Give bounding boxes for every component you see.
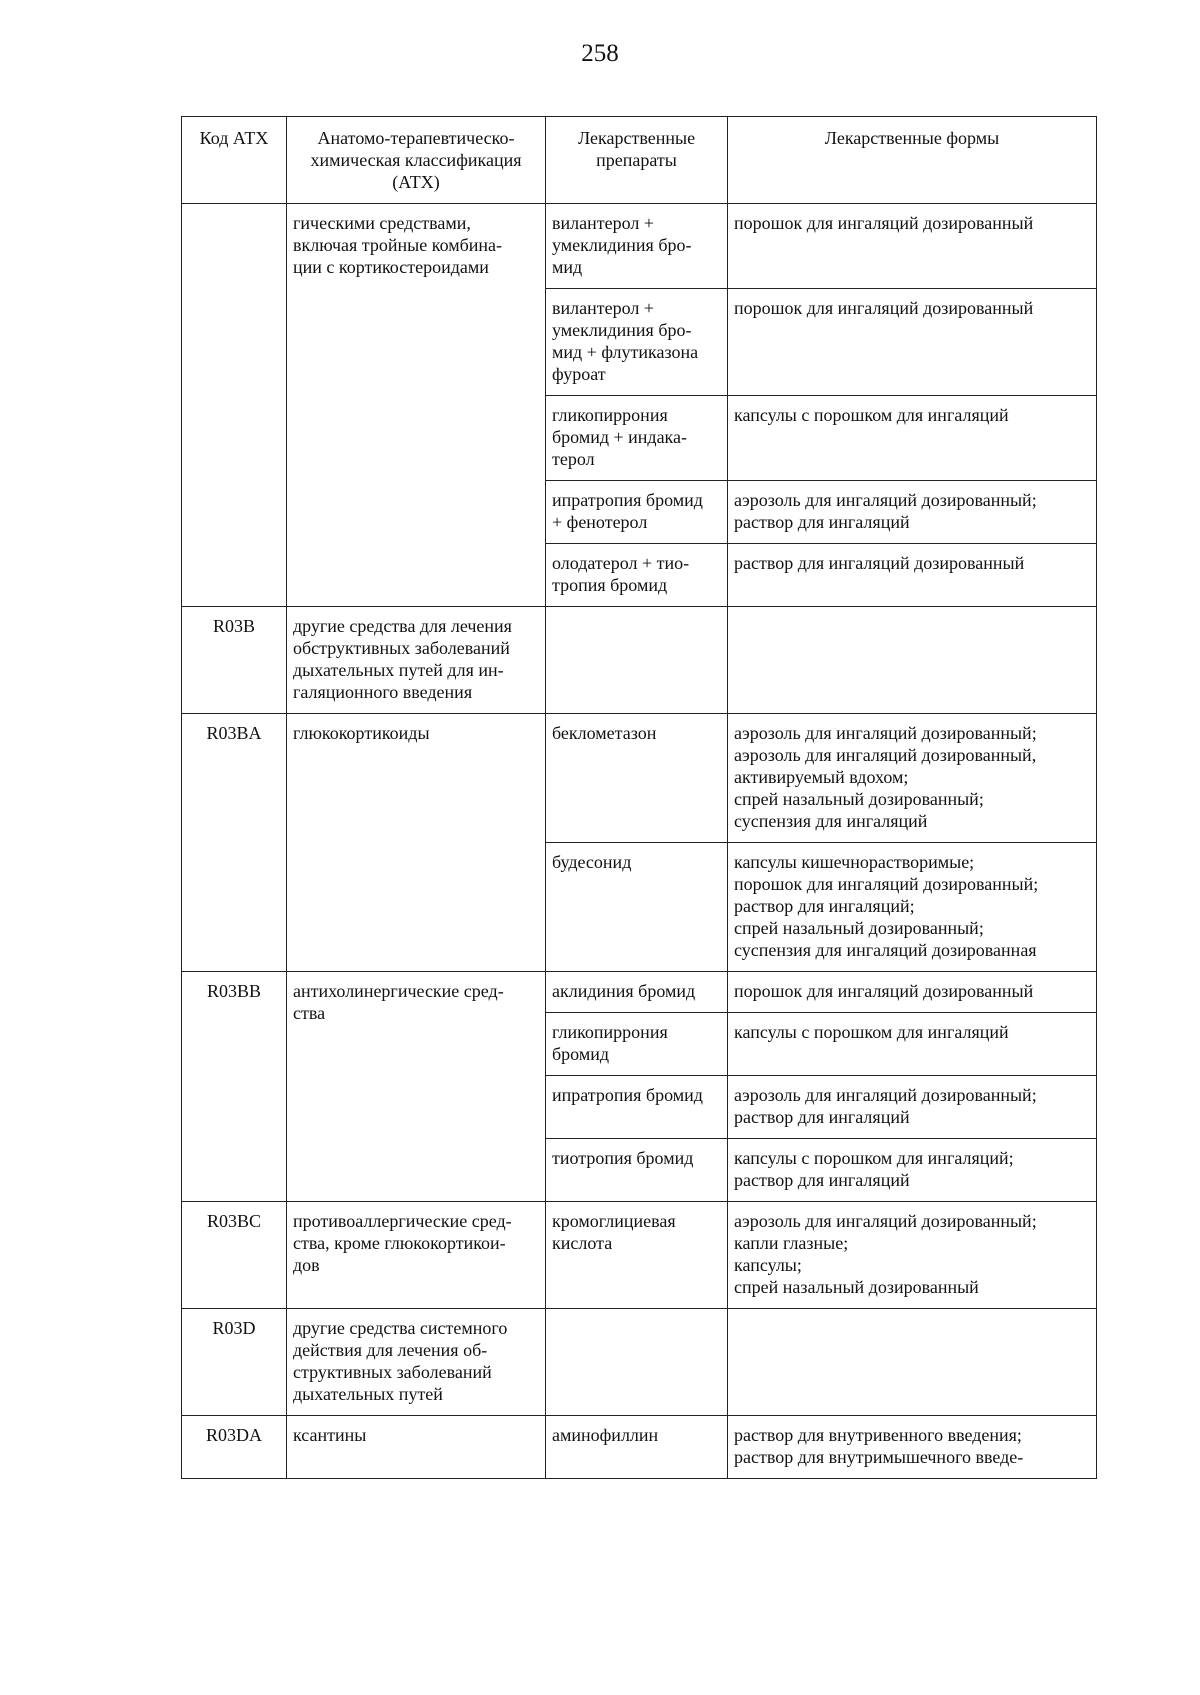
classification-line: дыхательных путей для ин- — [293, 660, 504, 680]
atx-code-cell: R03D — [182, 1309, 287, 1416]
atx-code-cell: R03BC — [182, 1202, 287, 1309]
classification-line: ции с кортикостероидами — [293, 257, 489, 277]
drug-cell — [546, 1013, 728, 1076]
dosage-form-line: раствор для ингаляций дозированный — [734, 553, 1025, 573]
atx-code-cell — [182, 204, 287, 607]
dosage-form-line: суспензия для ингаляций дозированная — [734, 940, 1037, 960]
drug-name-line: будесонид — [552, 852, 632, 872]
atx-code-cell: R03DA — [182, 1416, 287, 1479]
atx-code-cell: R03B — [182, 607, 287, 714]
classification-cell — [287, 1309, 546, 1416]
classification-cell — [287, 204, 546, 607]
dosage-forms-cell — [728, 1139, 1097, 1202]
dosage-form-line: аэрозоль для ингаляций дозированный; — [734, 1211, 1037, 1231]
drug-cell — [546, 481, 728, 544]
header-code: Код АТХ — [182, 117, 287, 204]
dosage-form-line: капсулы с порошком для ингаляций — [734, 1022, 1009, 1042]
atx-table — [181, 116, 1097, 1479]
drug-cell — [546, 1076, 728, 1139]
dosage-forms-cell — [728, 1202, 1097, 1309]
dosage-form-line: аэрозоль для ингаляций дозированный; — [734, 490, 1037, 510]
drug-name-line: бромид + индака- — [552, 427, 688, 447]
dosage-form-line: раствор для внутримышечного введе- — [734, 1447, 1024, 1467]
drug-name-line: гликопиррония — [552, 405, 668, 425]
classification-cell — [287, 607, 546, 714]
classification-line: галяционного введения — [293, 682, 473, 702]
atx-code-cell: R03BB — [182, 972, 287, 1202]
drug-name-line: аклидиния бромид — [552, 981, 696, 1001]
dosage-form-line: капсулы; — [734, 1255, 802, 1275]
drug-name-line: вилантерол + — [552, 213, 654, 233]
dosage-form-line: суспензия для ингаляций — [734, 811, 928, 831]
dosage-form-line: активируемый вдохом; — [734, 767, 909, 787]
header-classification-line: химическая классификация — [310, 150, 522, 170]
drug-name-line: гликопиррония — [552, 1022, 668, 1042]
dosage-form-line: капсулы с порошком для ингаляций; — [734, 1148, 1014, 1168]
dosage-form-line: капли глазные; — [734, 1233, 849, 1253]
classification-cell — [287, 1416, 546, 1479]
dosage-form-line: раствор для ингаляций — [734, 512, 910, 532]
dosage-forms-cell — [728, 1416, 1097, 1479]
classification-line: другие средства системного — [293, 1318, 508, 1338]
drug-cell — [546, 714, 728, 843]
drug-name-line: умеклидиния бро- — [552, 320, 692, 340]
classification-line: другие средства для лечения — [293, 616, 512, 636]
dosage-form-line: капсулы с порошком для ингаляций — [734, 405, 1009, 425]
drug-cell — [546, 544, 728, 607]
drug-name-line: кромоглициевая — [552, 1211, 676, 1231]
dosage-form-line: спрей назальный дозированный; — [734, 918, 984, 938]
drug-name-line: ипратропия бромид — [552, 1085, 703, 1105]
classification-line: ства, кроме глюкокортикои- — [293, 1233, 506, 1253]
dosage-form-line: порошок для ингаляций дозированный — [734, 981, 1034, 1001]
drug-name-line: вилантерол + — [552, 298, 654, 318]
dosage-form-line: аэрозоль для ингаляций дозированный; — [734, 1085, 1037, 1105]
table-row — [182, 714, 1097, 843]
table-body — [182, 204, 1097, 1479]
drug-cell — [546, 607, 728, 714]
drug-name-line: бромид — [552, 1044, 609, 1064]
table-row — [182, 204, 1097, 289]
table-row — [182, 607, 1097, 714]
dosage-forms-cell — [728, 544, 1097, 607]
drug-name-line: тропия бромид — [552, 575, 668, 595]
dosage-form-line: спрей назальный дозированный; — [734, 789, 984, 809]
classification-line: глюкокортикоиды — [293, 723, 430, 743]
header-classification-line: Анатомо-терапевтическо- — [317, 128, 515, 148]
dosage-form-line: аэрозоль для ингаляций дозированный; — [734, 723, 1037, 743]
dosage-form-line: аэрозоль для ингаляций дозированный, — [734, 745, 1037, 765]
dosage-forms-cell — [728, 843, 1097, 972]
drug-name-line: умеклидиния бро- — [552, 235, 692, 255]
classification-cell — [287, 972, 546, 1202]
classification-line: включая тройные комбина- — [293, 235, 503, 255]
drug-name-line: мид + флутиказона — [552, 342, 699, 362]
classification-line: гическими средствами, — [293, 213, 471, 233]
dosage-form-line: порошок для ингаляций дозированный — [734, 213, 1034, 233]
classification-line: ства — [293, 1003, 326, 1023]
dosage-forms-cell — [728, 396, 1097, 481]
drug-cell — [546, 1309, 728, 1416]
classification-line: противоаллергические сред- — [293, 1211, 512, 1231]
dosage-forms-cell — [728, 972, 1097, 1013]
table-row — [182, 1202, 1097, 1309]
dosage-form-line: раствор для ингаляций; — [734, 896, 915, 916]
drug-cell — [546, 1202, 728, 1309]
dosage-form-line: раствор для внутривенного введения; — [734, 1425, 1022, 1445]
header-classification — [287, 117, 546, 204]
dosage-forms-cell — [728, 289, 1097, 396]
table-row — [182, 972, 1097, 1013]
drug-cell — [546, 1416, 728, 1479]
dosage-forms-cell — [728, 1013, 1097, 1076]
table-header-row — [182, 117, 1097, 204]
classification-cell — [287, 714, 546, 972]
dosage-forms-cell — [728, 714, 1097, 843]
drug-name-line: фуроат — [552, 364, 606, 384]
dosage-form-line: раствор для ингаляций — [734, 1107, 910, 1127]
drug-name-line: ипратропия бромид — [552, 490, 703, 510]
drug-name-line: олодатерол + тио- — [552, 553, 690, 573]
header-forms: Лекарственные формы — [728, 117, 1097, 204]
classification-line: структивных заболеваний — [293, 1362, 492, 1382]
dosage-forms-cell — [728, 481, 1097, 544]
drug-name-line: терол — [552, 449, 595, 469]
classification-line: действия для лечения об- — [293, 1340, 488, 1360]
dosage-form-line: порошок для ингаляций дозированный; — [734, 874, 1039, 894]
drug-cell — [546, 204, 728, 289]
dosage-form-line: порошок для ингаляций дозированный — [734, 298, 1034, 318]
drug-cell — [546, 396, 728, 481]
header-classification-line: (АТХ) — [392, 172, 440, 192]
drug-name-line: кислота — [552, 1233, 613, 1253]
classification-line: ксантины — [293, 1425, 367, 1445]
classification-cell — [287, 1202, 546, 1309]
drug-name-line: + фенотерол — [552, 512, 648, 532]
drug-cell — [546, 289, 728, 396]
header-drugs — [546, 117, 728, 204]
table-row — [182, 1309, 1097, 1416]
dosage-forms-cell — [728, 204, 1097, 289]
header-drugs-line: Лекарственные — [577, 128, 696, 148]
dosage-form-line: спрей назальный дозированный — [734, 1277, 979, 1297]
dosage-form-line: капсулы кишечнорастворимые; — [734, 852, 975, 872]
drug-cell — [546, 1139, 728, 1202]
page-number: 258 — [581, 40, 619, 67]
drug-name-line: мид — [552, 257, 583, 277]
drug-name-line: тиотропия бромид — [552, 1148, 694, 1168]
drug-cell — [546, 843, 728, 972]
drug-name-line: аминофиллин — [552, 1425, 659, 1445]
classification-line: дыхательных путей — [293, 1384, 443, 1404]
dosage-forms-cell — [728, 1076, 1097, 1139]
table-row — [182, 1416, 1097, 1479]
dosage-forms-cell — [728, 1309, 1097, 1416]
classification-line: дов — [293, 1255, 320, 1275]
classification-line: обструктивных заболеваний — [293, 638, 510, 658]
classification-line: антихолинергические сред- — [293, 981, 504, 1001]
dosage-form-line: раствор для ингаляций — [734, 1170, 910, 1190]
atx-code-cell: R03BA — [182, 714, 287, 972]
drug-name-line: беклометазон — [552, 723, 657, 743]
drug-cell — [546, 972, 728, 1013]
header-drugs-line: препараты — [596, 150, 677, 170]
dosage-forms-cell — [728, 607, 1097, 714]
